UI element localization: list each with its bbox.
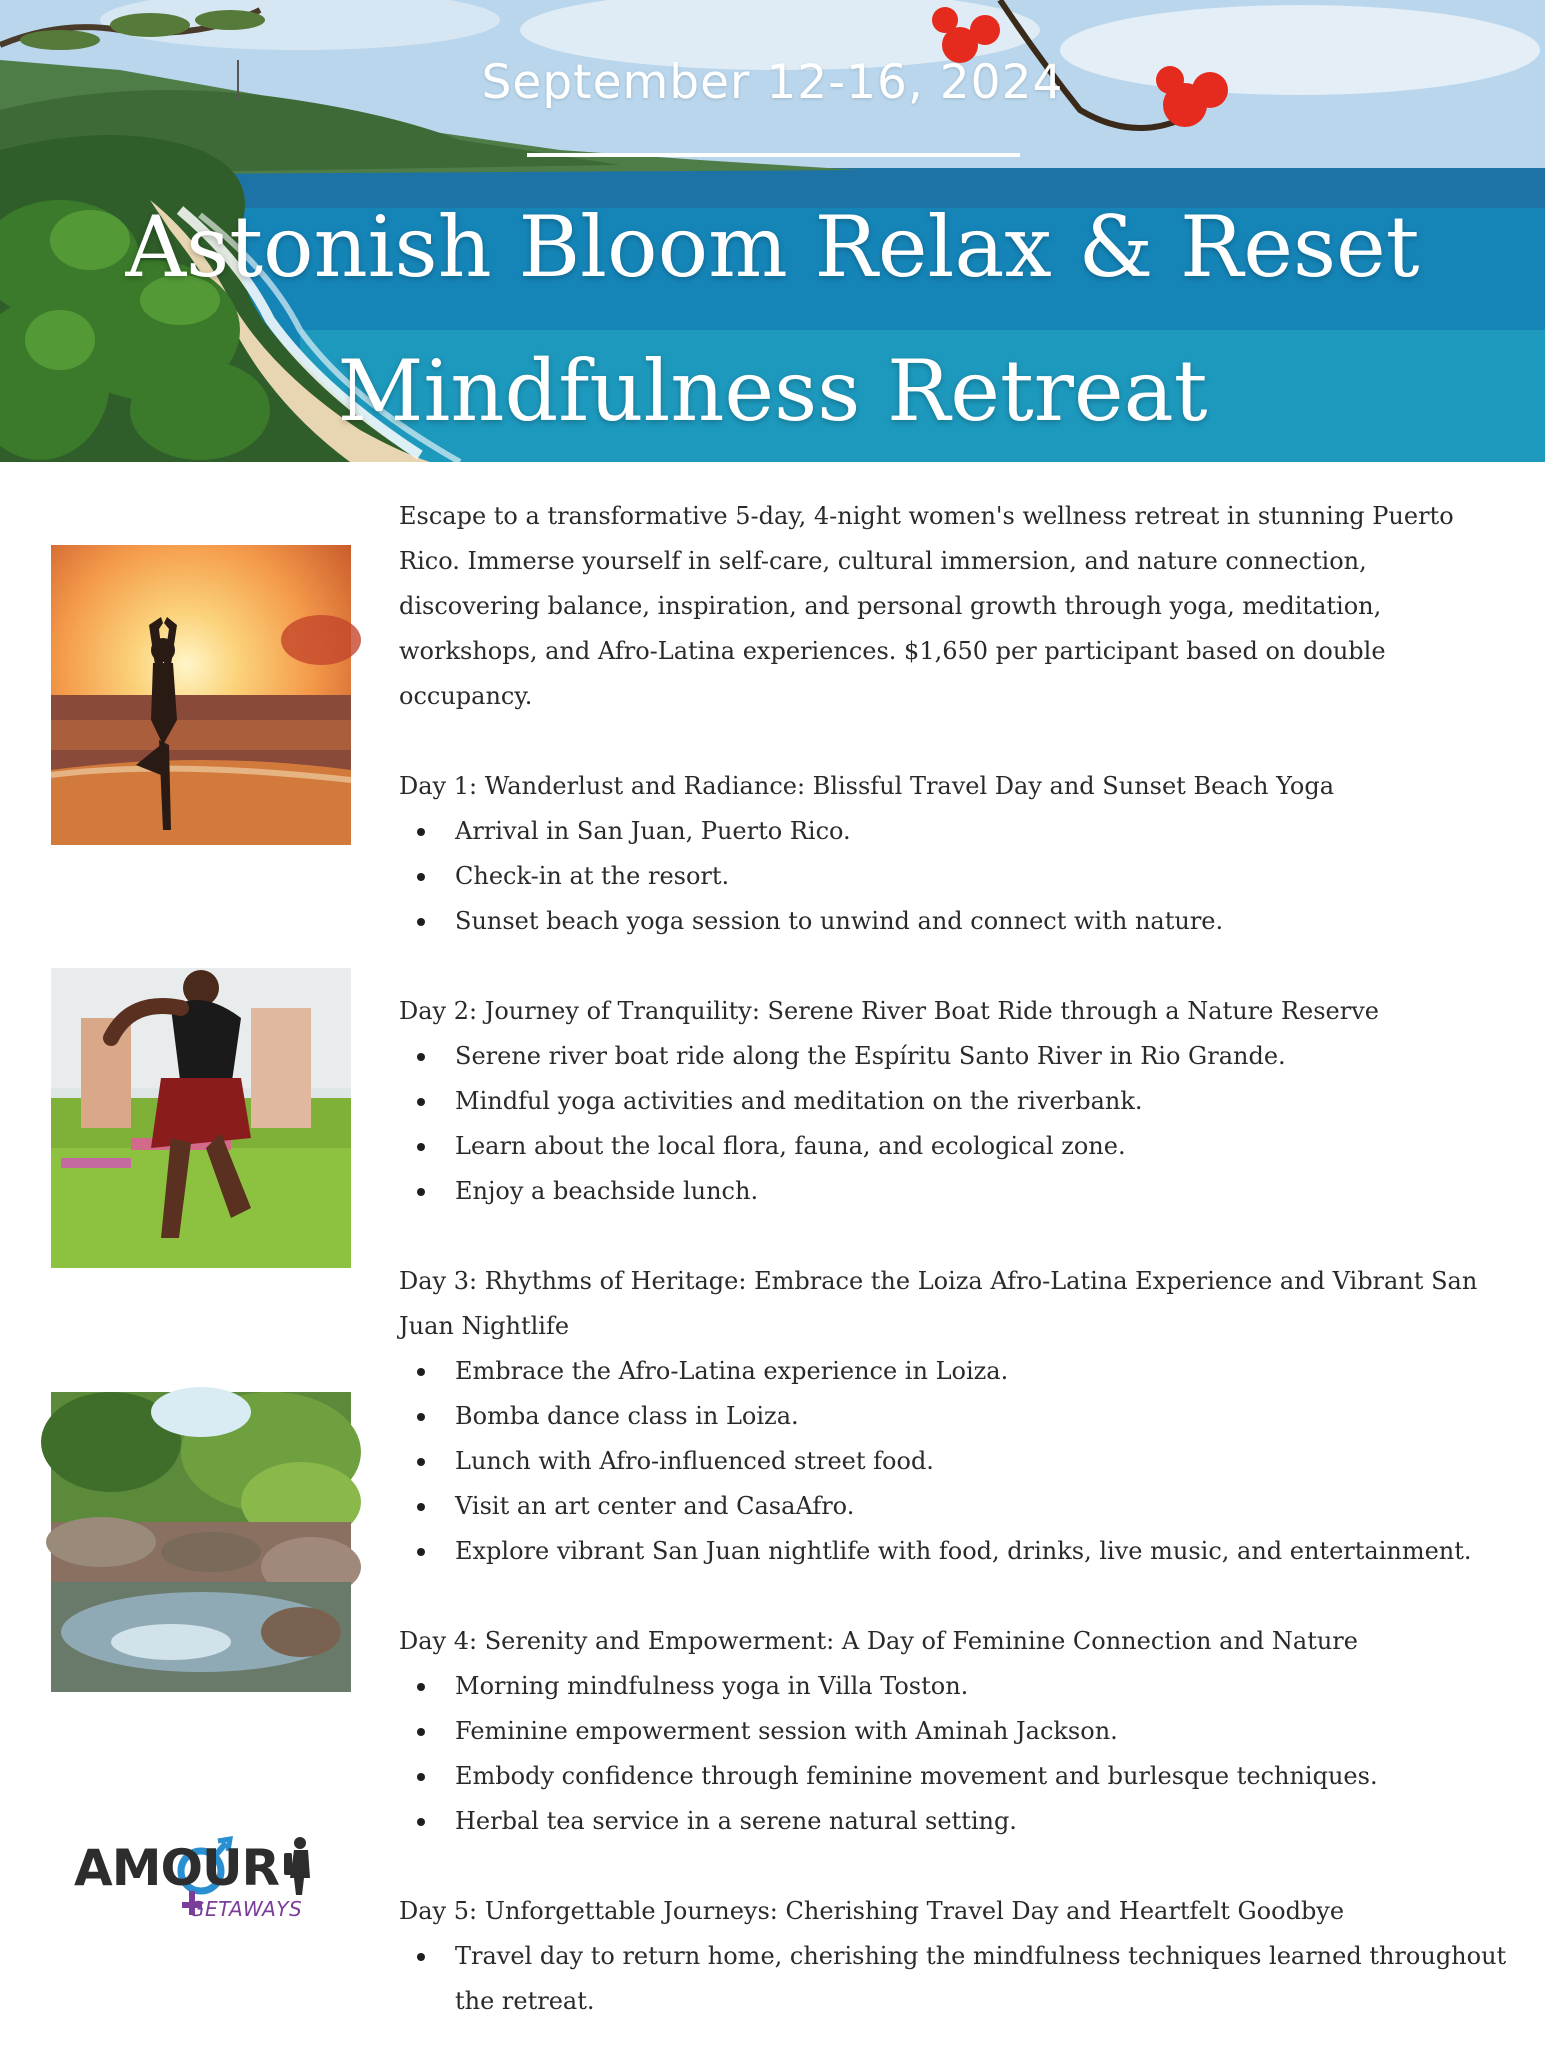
list-item: Explore vibrant San Juan nightlife with food, drinks, live music, and entertainment. xyxy=(399,1529,1514,1574)
logo-wordmark: AMOUR xyxy=(74,1839,280,1897)
day-2-section xyxy=(399,989,1514,1214)
list-item: Enjoy a beachside lunch. xyxy=(399,1169,1514,1214)
list-item: Lunch with Afro-influenced street food. xyxy=(399,1439,1514,1484)
list-item: Herbal tea service in a serene natural setting. xyxy=(399,1799,1514,1844)
day-4-title: Day 4: Serenity and Empowerment: A Day of Feminine Connection and Nature xyxy=(399,1627,1358,1655)
list-item: Embrace the Afro-Latina experience in Loiza. xyxy=(399,1349,1514,1394)
retreat-title-line-2: Mindfulness Retreat xyxy=(337,342,1208,440)
day-1-list xyxy=(399,809,1514,944)
list-item: Embody confidence through feminine movement and burlesque techniques. xyxy=(399,1754,1514,1799)
retreat-title xyxy=(0,175,1545,463)
list-item: Feminine empowerment session with Aminah Jackson. xyxy=(399,1709,1514,1754)
day-2-title: Day 2: Journey of Tranquility: Serene River Boat Ride through a Nature Reserve xyxy=(399,997,1379,1025)
list-item: Learn about the local flora, fauna, and ecological zone. xyxy=(399,1124,1514,1169)
amour-getaways-logo xyxy=(74,1833,319,1923)
day-4-list xyxy=(399,1664,1514,1844)
event-dates: September 12-16, 2024 xyxy=(481,55,1064,110)
day-3-list xyxy=(399,1349,1514,1574)
day-2-list xyxy=(399,1034,1514,1214)
day-1-section xyxy=(399,764,1514,944)
sunset-yoga-photo xyxy=(51,545,351,845)
list-item: Serene river boat ride along the Espíritu Santo River in Rio Grande. xyxy=(399,1034,1514,1079)
list-item: Visit an art center and CasaAfro. xyxy=(399,1484,1514,1529)
itinerary-content xyxy=(399,494,1514,2069)
day-5-title: Day 5: Unforgettable Journeys: Cherishing Travel Day and Heartfelt Goodbye xyxy=(399,1897,1345,1925)
day-5-section xyxy=(399,1889,1514,2024)
list-item: Sunset beach yoga session to unwind and connect with nature. xyxy=(399,899,1514,944)
list-item: Bomba dance class in Loiza. xyxy=(399,1394,1514,1439)
day-1-title: Day 1: Wanderlust and Radiance: Blissful Travel Day and Sunset Beach Yoga xyxy=(399,772,1335,800)
day-3-title: Day 3: Rhythms of Heritage: Embrace the Loiza Afro-Latina Experience and Vibrant San Juan Nightlife xyxy=(399,1267,1478,1340)
list-item: Mindful yoga activities and meditation on the riverbank. xyxy=(399,1079,1514,1124)
hero-banner xyxy=(0,0,1545,462)
day-4-section xyxy=(399,1619,1514,1844)
list-item: Morning mindfulness yoga in Villa Toston. xyxy=(399,1664,1514,1709)
title-divider xyxy=(527,153,1020,157)
river-nature-photo xyxy=(51,1392,351,1692)
logo-subtitle: GETAWAYS xyxy=(189,1897,303,1921)
day-3-section xyxy=(399,1259,1514,1574)
intro-paragraph: Escape to a transformative 5-day, 4-night women's wellness retreat in stunning Puerto Rico. Immerse yourself in self-care, cultural immersion, and nature connection, discovering balance, inspiration, and personal growth through yoga, meditation, workshops, and Afro-Latina experiences. $1,650 per participant based on double occupancy. xyxy=(399,502,1454,710)
day-5-list xyxy=(399,1934,1514,2024)
group-yoga-photo xyxy=(51,968,351,1268)
retreat-title-line-1: Astonish Bloom Relax & Reset xyxy=(125,198,1420,296)
list-item: Check-in at the resort. xyxy=(399,854,1514,899)
list-item: Travel day to return home, cherishing the mindfulness techniques learned throughout the retreat. xyxy=(399,1934,1514,2024)
list-item: Arrival in San Juan, Puerto Rico. xyxy=(399,809,1514,854)
